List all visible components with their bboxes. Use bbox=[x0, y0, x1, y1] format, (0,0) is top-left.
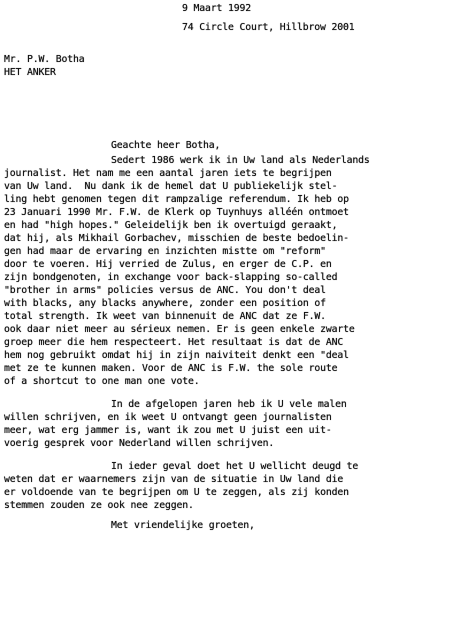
paragraph2-line: willen schrijven, en ik weet U ontvangt geen journalisten bbox=[4, 412, 332, 423]
body-line: hem nog gebruikt omdat hij in zijn naiviteit denkt een "deal bbox=[4, 350, 349, 361]
body-line: dat hij, als Mikhail Gorbachev, misschien de beste bedoelin- bbox=[4, 233, 349, 244]
closing: Met vriendelijke groeten, bbox=[111, 520, 255, 531]
paragraph3-line: er voldoende van te begrijpen om U te zeggen, als zij konden bbox=[4, 487, 349, 498]
paragraph3-line: stemmen zouden ze ook nee zeggen. bbox=[4, 500, 194, 511]
body-line: van Uw land. Nu dank ik de hemel dat U publiekelijk stel- bbox=[4, 181, 338, 192]
body-line: en had "high hopes." Geleidelijk ben ik overtuigd geraakt, bbox=[4, 220, 338, 231]
paragraph2-line: meer, wat erg jammer is, want ik zou met U juist een uit- bbox=[4, 425, 332, 436]
body-line: met ze te kunnen maken. Voor de ANC is F.W. the sole route bbox=[4, 363, 338, 374]
body-line: gen had maar de ervaring en inzichten mistte om "reform" bbox=[4, 246, 326, 257]
salutation: Geachte heer Botha, bbox=[111, 140, 221, 151]
body-line: of a shortcut to one man one vote. bbox=[4, 376, 200, 387]
body-line: ling hebt genomen tegen dit rampzalige referendum. Ik heb op bbox=[4, 194, 349, 205]
recipient-org: HET ANKER bbox=[4, 67, 56, 78]
body-line: "brother in arms" policies versus de ANC. You don't deal bbox=[4, 285, 326, 296]
body-line: Sedert 1986 werk ik in Uw land als Nederlands bbox=[111, 155, 370, 166]
body-line: ook daar niet meer au sérieux nemen. Er is geen enkele zwarte bbox=[4, 324, 355, 335]
body-line: door te voeren. Hij verried de Zulus, en erger de C.P. en bbox=[4, 259, 332, 270]
letter-date: 9 Maart 1992 bbox=[182, 3, 251, 14]
paragraph2-line: In de afgelopen jaren heb ik U vele malen bbox=[111, 399, 347, 410]
paragraph2-line: voerig gesprek voor Nederland willen schrijven. bbox=[4, 438, 275, 449]
recipient-name: Mr. P.W. Botha bbox=[4, 54, 85, 65]
body-line: groep meer die hem respecteert. Het resultaat is dat de ANC bbox=[4, 337, 344, 348]
body-line: zijn bondgenoten, in exchange voor back-slapping so-called bbox=[4, 272, 338, 283]
body-line: journalist. Het nam me een aantal jaren iets te begrijpen bbox=[4, 168, 332, 179]
body-line: with blacks, any blacks anywhere, zonder een position of bbox=[4, 298, 326, 309]
paragraph3-line: In ieder geval doet het U wellicht deugd te bbox=[111, 461, 359, 472]
paragraph3-line: weten dat er waarnemers zijn van de situatie in Uw land die bbox=[4, 474, 344, 485]
sender-address: 74 Circle Court, Hillbrow 2001 bbox=[182, 22, 355, 33]
body-line: 23 Januari 1990 Mr. F.W. de Klerk op Tuynhuys alléén ontmoet bbox=[4, 207, 349, 218]
body-line: total strength. Ik weet van binnenuit de ANC dat ze F.W. bbox=[4, 311, 326, 322]
